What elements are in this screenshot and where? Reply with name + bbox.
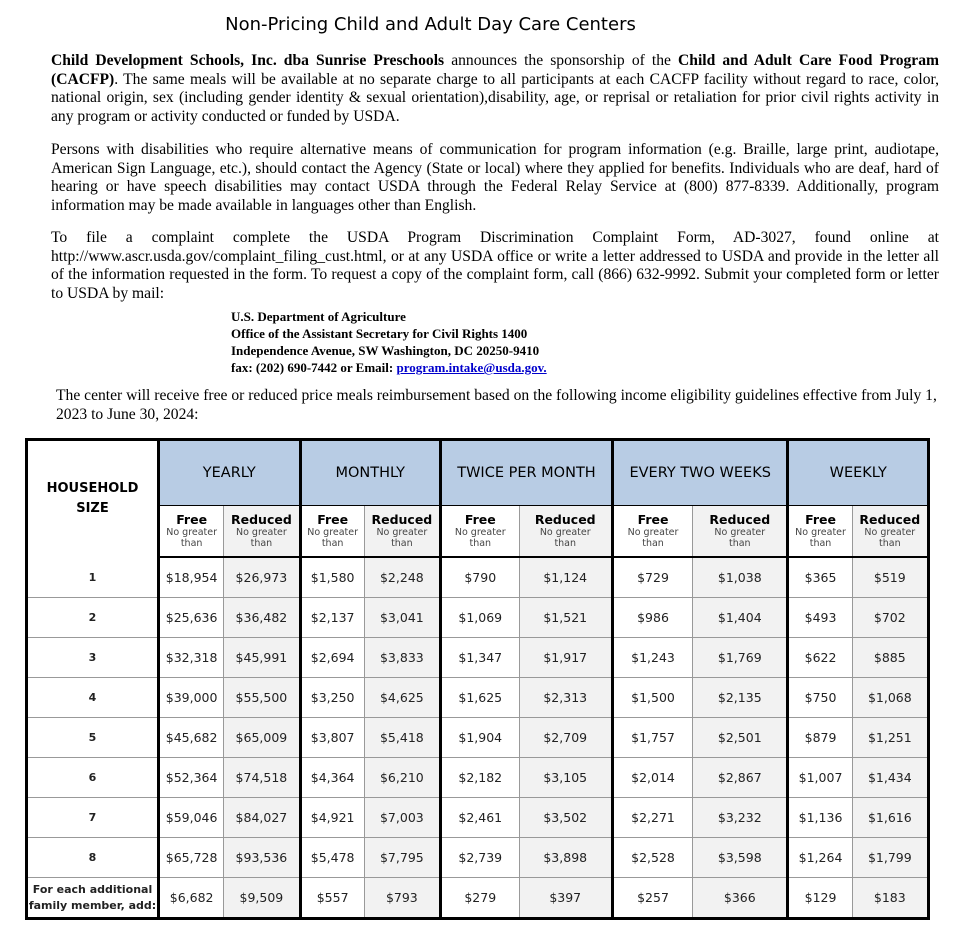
household-size-cell: 4 [27, 678, 159, 718]
free-amount-cell: $493 [788, 598, 852, 638]
free-amount-cell: $2,137 [300, 598, 364, 638]
free-amount-cell: $879 [788, 718, 852, 758]
reduced-label: Reduced [534, 512, 596, 527]
no-greater-than-note: No greater [795, 527, 846, 538]
free-amount-cell: $257 [612, 878, 692, 919]
no-greater-than-note: No greater [539, 527, 591, 538]
group-header-every-two-weeks: EVERY TWO WEEKS [612, 440, 788, 506]
reduced-amount-cell: $1,251 [852, 718, 928, 758]
table-row [27, 598, 929, 638]
disabilities-paragraph: Persons with disabilities who require alternative means of communication for program information (e.g. Braille, large print, audiotape, American Sign Language, etc.), should contact the Agency (State or local) where they applied for benefits. Individuals who are deaf, hard of hearing or have speech disabilities may contact USDA through the Federal Relay Service at (800) 877-8339. Additionally, program information may be made available in languages other than English. [51, 141, 939, 214]
reduced-amount-cell: $3,898 [519, 838, 612, 878]
free-amount-cell: $18,954 [159, 557, 224, 598]
reduced-amount-cell: $1,434 [852, 758, 928, 798]
free-amount-cell: $1,625 [441, 678, 520, 718]
reduced-amount-cell: $1,068 [852, 678, 928, 718]
no-greater-than-note: No greater [627, 527, 679, 538]
table-row [27, 678, 929, 718]
reduced-subheader [519, 506, 612, 558]
reduced-label: Reduced [709, 512, 771, 527]
reduced-amount-cell: $84,027 [224, 798, 300, 838]
free-amount-cell: $2,271 [612, 798, 692, 838]
reduced-amount-cell: $3,502 [519, 798, 612, 838]
reduced-amount-cell: $2,709 [519, 718, 612, 758]
no-greater-than-note: No greater [454, 527, 506, 538]
reduced-amount-cell: $2,313 [519, 678, 612, 718]
reduced-label: Reduced [371, 512, 433, 527]
than-note: than [391, 538, 413, 549]
free-amount-cell: $279 [441, 878, 520, 919]
than-note: than [469, 538, 492, 549]
reduced-amount-cell: $45,991 [224, 638, 300, 678]
reduced-amount-cell: $55,500 [224, 678, 300, 718]
free-label: Free [176, 512, 208, 527]
free-amount-cell: $1,264 [788, 838, 852, 878]
reduced-amount-cell: $397 [519, 878, 612, 919]
household-size-cell: 8 [27, 838, 159, 878]
no-greater-than-note: No greater [376, 527, 428, 538]
reduced-amount-cell: $793 [364, 878, 440, 919]
free-label: Free [317, 512, 349, 527]
reduced-amount-cell: $65,009 [224, 718, 300, 758]
free-amount-cell: $750 [788, 678, 852, 718]
org-name: Child Development Schools, Inc. dba Sunrise Preschools [51, 52, 445, 69]
table-row [27, 838, 929, 878]
table-row [27, 557, 929, 598]
reduced-amount-cell: $5,418 [364, 718, 440, 758]
free-amount-cell: $1,243 [612, 638, 692, 678]
address-line-4 [231, 359, 547, 376]
free-label: Free [637, 512, 669, 527]
free-subheader [300, 506, 364, 558]
free-amount-cell: $557 [300, 878, 364, 919]
reduced-amount-cell: $1,521 [519, 598, 612, 638]
free-amount-cell: $1,580 [300, 557, 364, 598]
text-b: . The same meals will be available at no separate charge to all participants at each CACFP facility without regard to race, color, national origin, sex (including gender identity & sexual orientation),disability, age, or reprisal or retaliation for prior civil rights activity in any program or activity conducted or funded by USDA. [51, 70, 939, 125]
reduced-subheader [364, 506, 440, 558]
than-note: than [642, 538, 664, 549]
reduced-amount-cell: $3,232 [693, 798, 788, 838]
free-amount-cell: $25,636 [159, 598, 224, 638]
free-amount-cell: $52,364 [159, 758, 224, 798]
reduced-amount-cell: $36,482 [224, 598, 300, 638]
address-line-3: Independence Avenue, SW Washington, DC 20250-9410 [231, 343, 540, 358]
free-amount-cell: $1,007 [788, 758, 852, 798]
reduced-amount-cell: $7,795 [364, 838, 440, 878]
eligibility-paragraph: The center will receive free or reduced price meals reimbursement based on the following income eligibility guidelines effective from July 1, 2023 to June 30, 2024: [56, 387, 937, 423]
free-amount-cell: $4,921 [300, 798, 364, 838]
reduced-amount-cell: $3,833 [364, 638, 440, 678]
reduced-amount-cell: $2,248 [364, 557, 440, 598]
table-row [27, 638, 929, 678]
no-greater-than-note: No greater [864, 527, 916, 538]
reduced-amount-cell: $702 [852, 598, 928, 638]
reduced-amount-cell: $7,003 [364, 798, 440, 838]
group-header-twice-per-month: TWICE PER MONTH [441, 440, 613, 506]
household-size-cell: 1 [27, 557, 159, 598]
than-note: than [250, 538, 273, 549]
table-row [27, 718, 929, 758]
reduced-amount-cell: $1,038 [693, 557, 788, 598]
free-amount-cell: $1,757 [612, 718, 692, 758]
reduced-amount-cell: $2,135 [693, 678, 788, 718]
free-subheader [441, 506, 520, 558]
reduced-amount-cell: $93,536 [224, 838, 300, 878]
than-note: than [809, 538, 832, 549]
household-size-cell: 2 [27, 598, 159, 638]
no-greater-than-note: No greater [307, 527, 359, 538]
free-amount-cell: $1,347 [441, 638, 520, 678]
table-row [27, 878, 929, 919]
free-amount-cell: $6,682 [159, 878, 224, 919]
reduced-amount-cell: $366 [693, 878, 788, 919]
than-note: than [180, 538, 203, 549]
reduced-amount-cell: $2,501 [693, 718, 788, 758]
free-amount-cell: $1,136 [788, 798, 852, 838]
page-title [0, 14, 861, 35]
reduced-amount-cell: $1,404 [693, 598, 788, 638]
reduced-label: Reduced [231, 512, 292, 527]
reduced-amount-cell: $183 [852, 878, 928, 919]
free-amount-cell: $2,739 [441, 838, 520, 878]
household-header-line1: HOUSEHOLD [46, 481, 139, 496]
reduced-amount-cell: $4,625 [364, 678, 440, 718]
free-amount-cell: $2,014 [612, 758, 692, 798]
group-header-monthly: MONTHLY [300, 440, 440, 506]
household-size-cell: 6 [27, 758, 159, 798]
free-amount-cell: $729 [612, 557, 692, 598]
free-label: Free [805, 512, 836, 527]
than-note: than [321, 538, 344, 549]
household-size-header [27, 440, 159, 558]
free-amount-cell: $129 [788, 878, 852, 919]
free-subheader [788, 506, 852, 558]
free-label: Free [464, 512, 496, 527]
free-amount-cell: $3,250 [300, 678, 364, 718]
than-note: than [728, 538, 751, 549]
reduced-amount-cell: $1,799 [852, 838, 928, 878]
reduced-subheader [224, 506, 300, 558]
reduced-subheader [693, 506, 788, 558]
free-subheader [612, 506, 692, 558]
group-header-yearly: YEARLY [159, 440, 301, 506]
group-header-weekly: WEEKLY [788, 440, 929, 506]
address-line-2: Office of the Assistant Secretary for Civil Rights 1400 [231, 326, 528, 341]
free-amount-cell: $365 [788, 557, 852, 598]
free-amount-cell: $2,461 [441, 798, 520, 838]
fax-text: fax: (202) 690-7442 or Email: [231, 360, 397, 375]
reduced-amount-cell: $74,518 [224, 758, 300, 798]
reduced-amount-cell: $1,769 [693, 638, 788, 678]
free-amount-cell: $622 [788, 638, 852, 678]
free-amount-cell: $2,694 [300, 638, 364, 678]
than-note: than [879, 538, 901, 549]
no-greater-than-note: No greater [235, 527, 287, 538]
complaint-paragraph: To file a complaint complete the USDA Program Discrimination Complaint Form, AD-3027, found online at http://www.ascr.usda.gov/complaint_filing_cust.html, or at any USDA office or write a letter addressed to USDA and provide in the letter all of the information requested in the form. To request a copy of the complaint form, call (866) 632-9992. Submit your completed form or letter to USDA by mail: [51, 229, 939, 302]
reduced-amount-cell: $3,105 [519, 758, 612, 798]
reduced-amount-cell: $26,973 [224, 557, 300, 598]
program-name: Child and Adult Care Food Program (CACFP) [51, 52, 939, 88]
reduced-amount-cell: $1,616 [852, 798, 928, 838]
address-line-1: U.S. Department of Agriculture [231, 309, 406, 324]
reduced-amount-cell: $2,867 [693, 758, 788, 798]
table-row [27, 758, 929, 798]
reduced-subheader [852, 506, 928, 558]
no-greater-than-note: No greater [714, 527, 766, 538]
free-amount-cell: $986 [612, 598, 692, 638]
household-size-cell: 7 [27, 798, 159, 838]
text-a: announces the sponsorship of the [444, 52, 679, 69]
free-amount-cell: $1,069 [441, 598, 520, 638]
table-row [27, 798, 929, 838]
free-subheader [159, 506, 224, 558]
household-size-cell: 5 [27, 718, 159, 758]
page-title-text: Non-Pricing Child and Adult Day Care Centers [225, 14, 636, 35]
free-amount-cell: $45,682 [159, 718, 224, 758]
free-amount-cell: $65,728 [159, 838, 224, 878]
free-amount-cell: $39,000 [159, 678, 224, 718]
reduced-label: Reduced [859, 512, 921, 527]
reduced-amount-cell: $3,041 [364, 598, 440, 638]
household-size-cell: 3 [27, 638, 159, 678]
free-amount-cell: $32,318 [159, 638, 224, 678]
household-size-cell: For each additional family member, add: [27, 878, 159, 919]
than-note: than [554, 538, 577, 549]
free-amount-cell: $59,046 [159, 798, 224, 838]
free-amount-cell: $2,528 [612, 838, 692, 878]
free-amount-cell: $790 [441, 557, 520, 598]
income-eligibility-table [25, 438, 930, 920]
free-amount-cell: $3,807 [300, 718, 364, 758]
household-header-line2: SIZE [76, 501, 109, 516]
reduced-amount-cell: $6,210 [364, 758, 440, 798]
sponsorship-paragraph [51, 52, 939, 126]
free-amount-cell: $4,364 [300, 758, 364, 798]
email-link[interactable]: program.intake@usda.gov. [396, 360, 547, 375]
reduced-amount-cell: $885 [852, 638, 928, 678]
reduced-amount-cell: $3,598 [693, 838, 788, 878]
free-amount-cell: $1,904 [441, 718, 520, 758]
no-greater-than-note: No greater [166, 527, 218, 538]
reduced-amount-cell: $1,124 [519, 557, 612, 598]
reduced-amount-cell: $9,509 [224, 878, 300, 919]
reduced-amount-cell: $1,917 [519, 638, 612, 678]
usda-address [231, 308, 547, 376]
free-amount-cell: $1,500 [612, 678, 692, 718]
free-amount-cell: $2,182 [441, 758, 520, 798]
reduced-amount-cell: $519 [852, 557, 928, 598]
free-amount-cell: $5,478 [300, 838, 364, 878]
